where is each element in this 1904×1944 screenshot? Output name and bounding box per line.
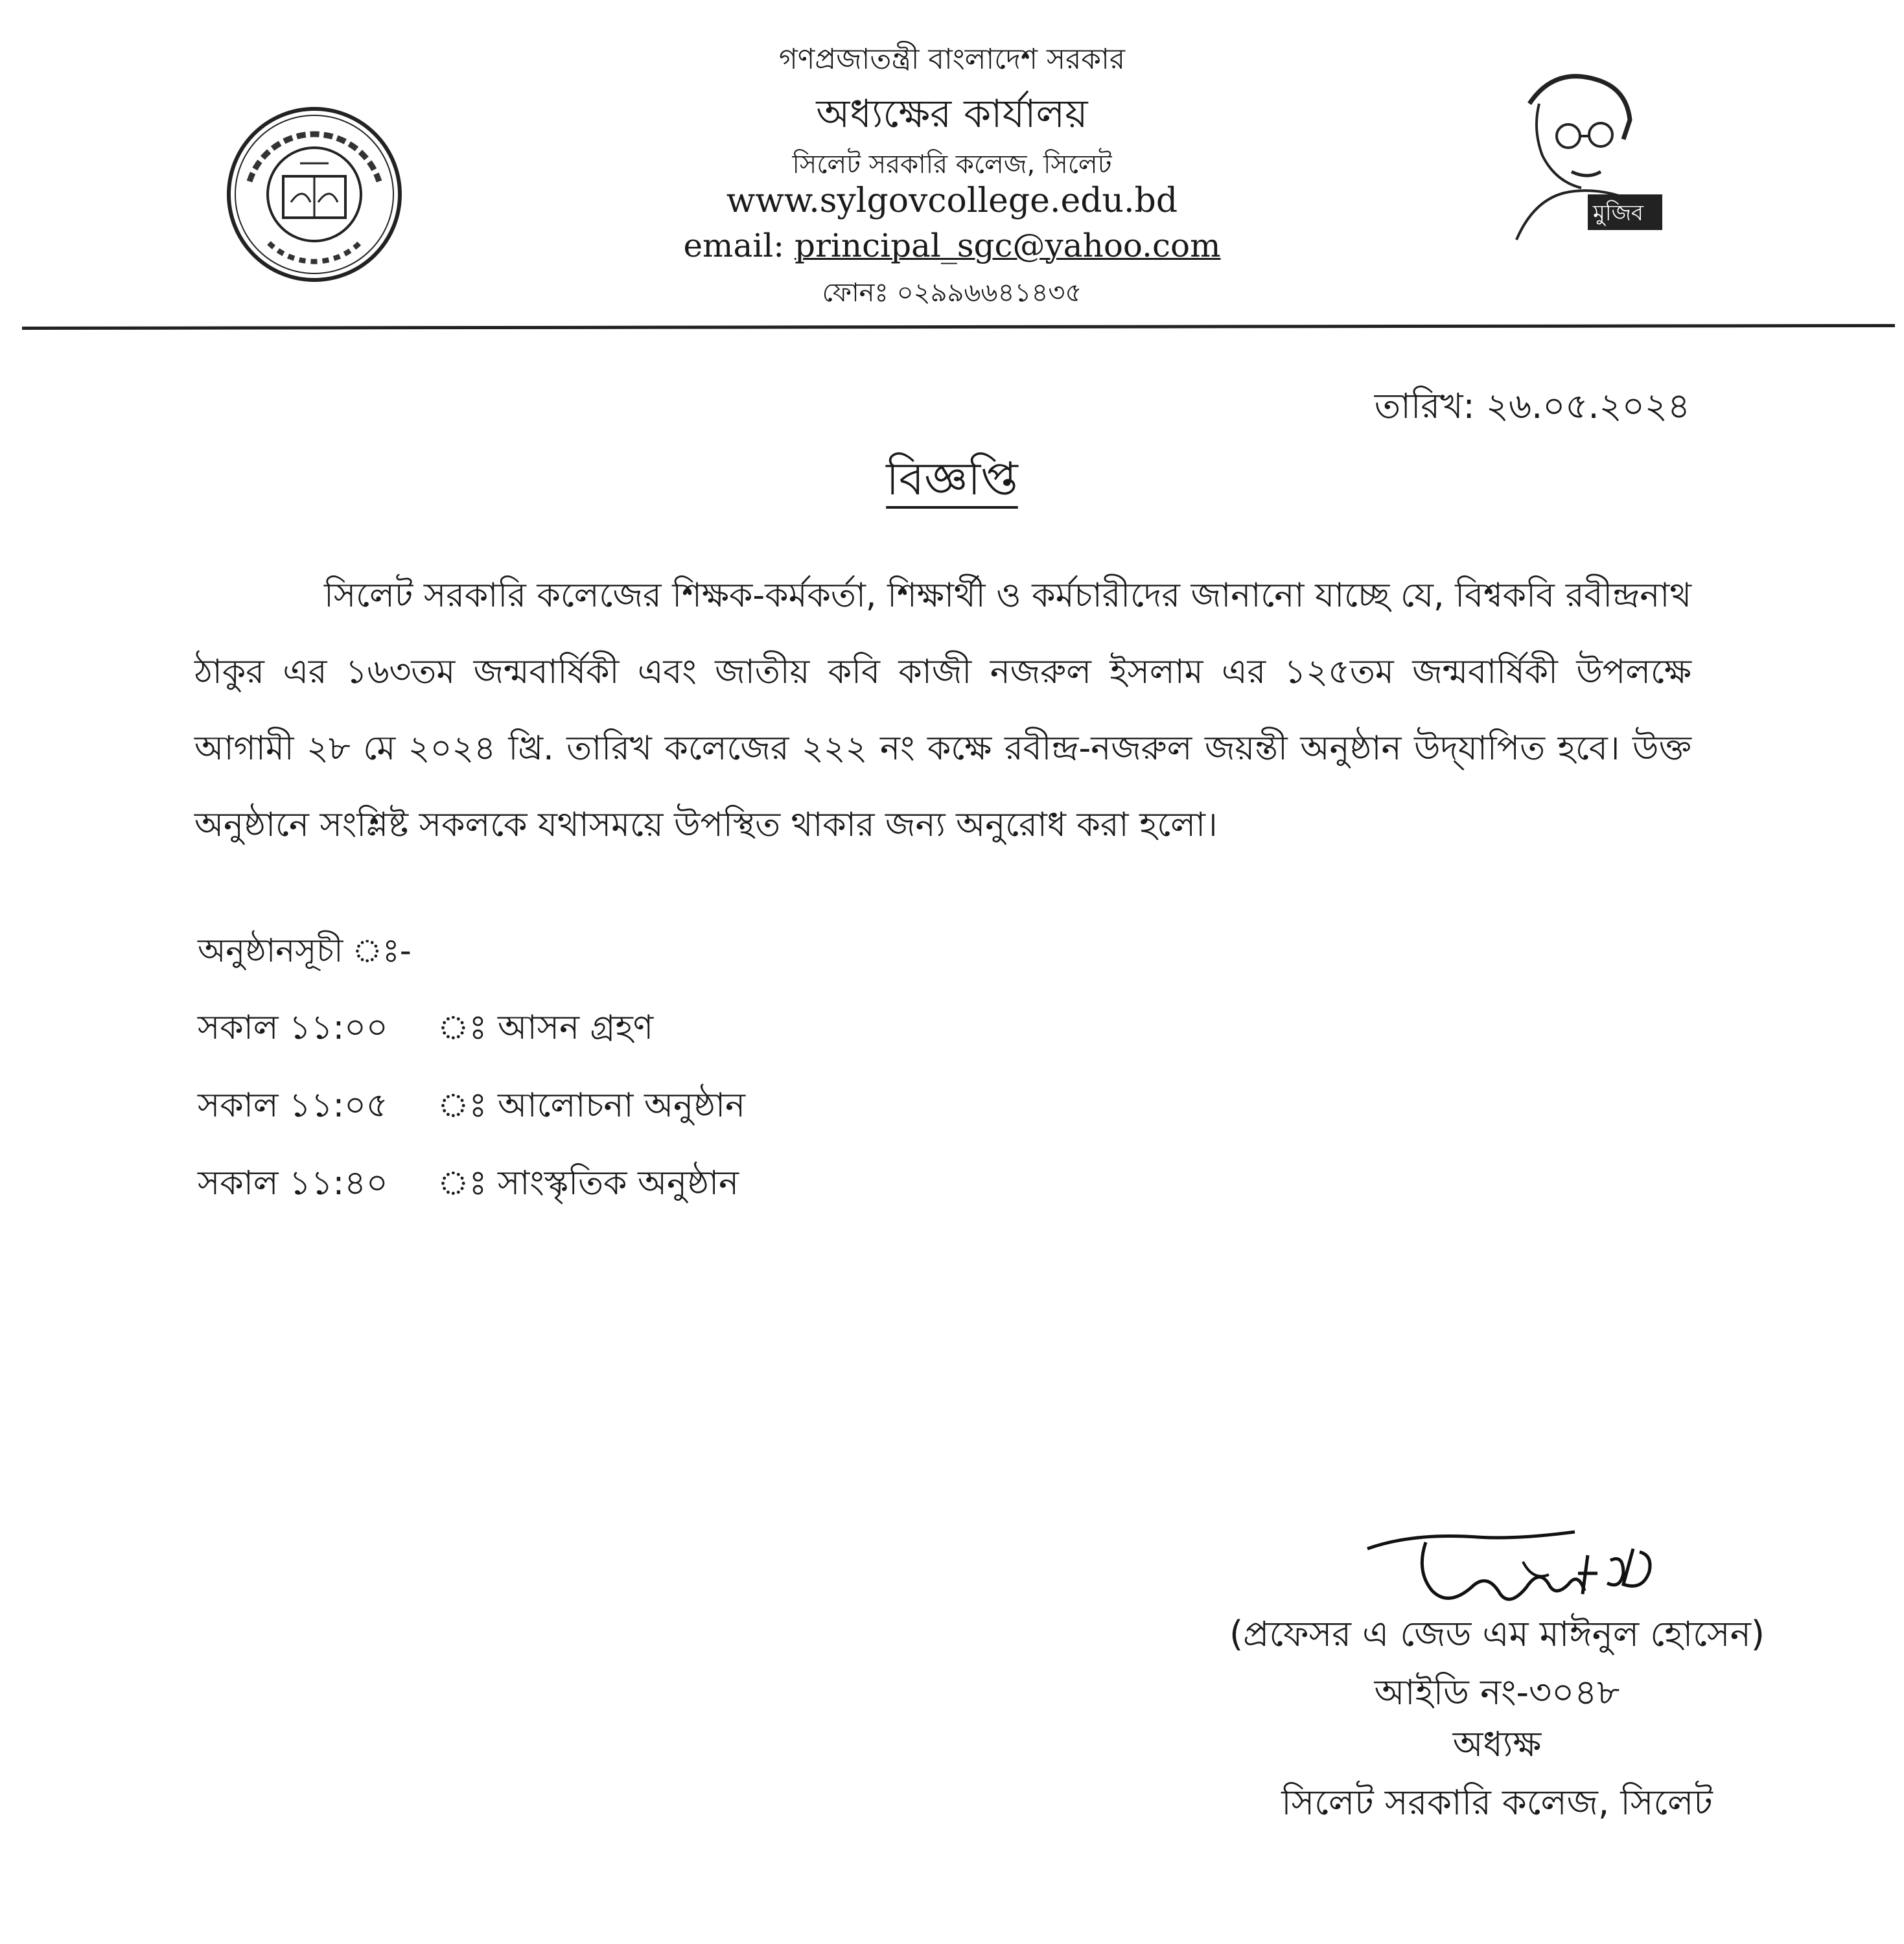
schedule-event: ঃ সাংস্কৃতিক অনুষ্ঠান	[437, 1164, 739, 1203]
schedule-row	[198, 1079, 745, 1135]
schedule-time: সকাল ১১:৪০	[198, 1164, 388, 1203]
notice-body: সিলেট সরকারি কলেজের শিক্ষক-কর্মকর্তা, শিক্ষার্থী ও কর্মচারীদের জানানো যাচ্ছে যে, বিশ্বকবি রবীন্দ্রনাথ ঠাকুর এর ১৬৩তম জন্মবার্ষিকী এবং জাতীয় কবি কাজী নজরুল ইসলাম এর ১২৫তম জন্মবার্ষিকী উপলক্ষে আগামী ২৮ মে ২০২৪ খ্রি. তারিখ কলেজের ২২২ নং কক্ষে রবীন্দ্র-নজরুল জয়ন্তী অনুষ্ঠান উদ্‌যাপিত হবে। উক্ত অনুষ্ঠানে সংশ্লিষ্ট সকলকে যথাসময়ে উপস্থিত থাকার জন্য অনুরোধ করা হলো।	[194, 576, 1691, 844]
email-label: email:	[683, 227, 785, 264]
college-name: সিলেট সরকারি কলেজ, সিলেট	[792, 150, 1112, 179]
notice-title-text: বিজ্ঞপ্তি	[886, 452, 1018, 505]
office-name: অধ্যক্ষের কার্যালয়	[816, 91, 1088, 137]
signatory-title: অধ্যক্ষ	[1452, 1724, 1542, 1765]
government-name: গণপ্রজাতন্ত্রী বাংলাদেশ সরকার	[778, 43, 1126, 76]
schedule-heading: অনুষ্ঠানসূচী ঃ-	[198, 932, 412, 969]
signatory-name: (প্রফেসর এ জেড এম মাঈনুল হোসেন)	[1229, 1614, 1765, 1654]
schedule-time: সকাল ১১:০৫	[198, 1086, 388, 1125]
college-seal-logo	[224, 104, 405, 285]
email-link[interactable]: principal_sgc@yahoo.com	[794, 227, 1221, 264]
schedule-row	[198, 1001, 653, 1058]
schedule-event: ঃ আসন গ্রহণ	[437, 1008, 654, 1047]
handwritten-signature	[1354, 1523, 1691, 1620]
signatory-id: আইডি নং-৩০৪৮	[1374, 1672, 1620, 1713]
portrait-caption: মুজিব	[1593, 200, 1643, 226]
phone-number: ফোনঃ ০২৯৯৬৬৪১৪৩৫	[822, 278, 1082, 308]
signatory-college: সিলেট সরকারি কলেজ, সিলেট	[1281, 1782, 1713, 1823]
schedule-time: সকাল ১১:০০	[198, 1008, 388, 1047]
notice-title	[0, 444, 1904, 520]
notice-date: তারিখ: ২৬.০৫.২০২৪	[1374, 386, 1690, 426]
schedule-row	[198, 1157, 739, 1213]
schedule-event: ঃ আলোচনা অনুষ্ঠান	[437, 1086, 746, 1125]
website-link[interactable]: www.sylgovcollege.edu.bd	[726, 181, 1178, 220]
portrait-illustration	[1491, 58, 1685, 246]
header-divider	[22, 324, 1895, 330]
